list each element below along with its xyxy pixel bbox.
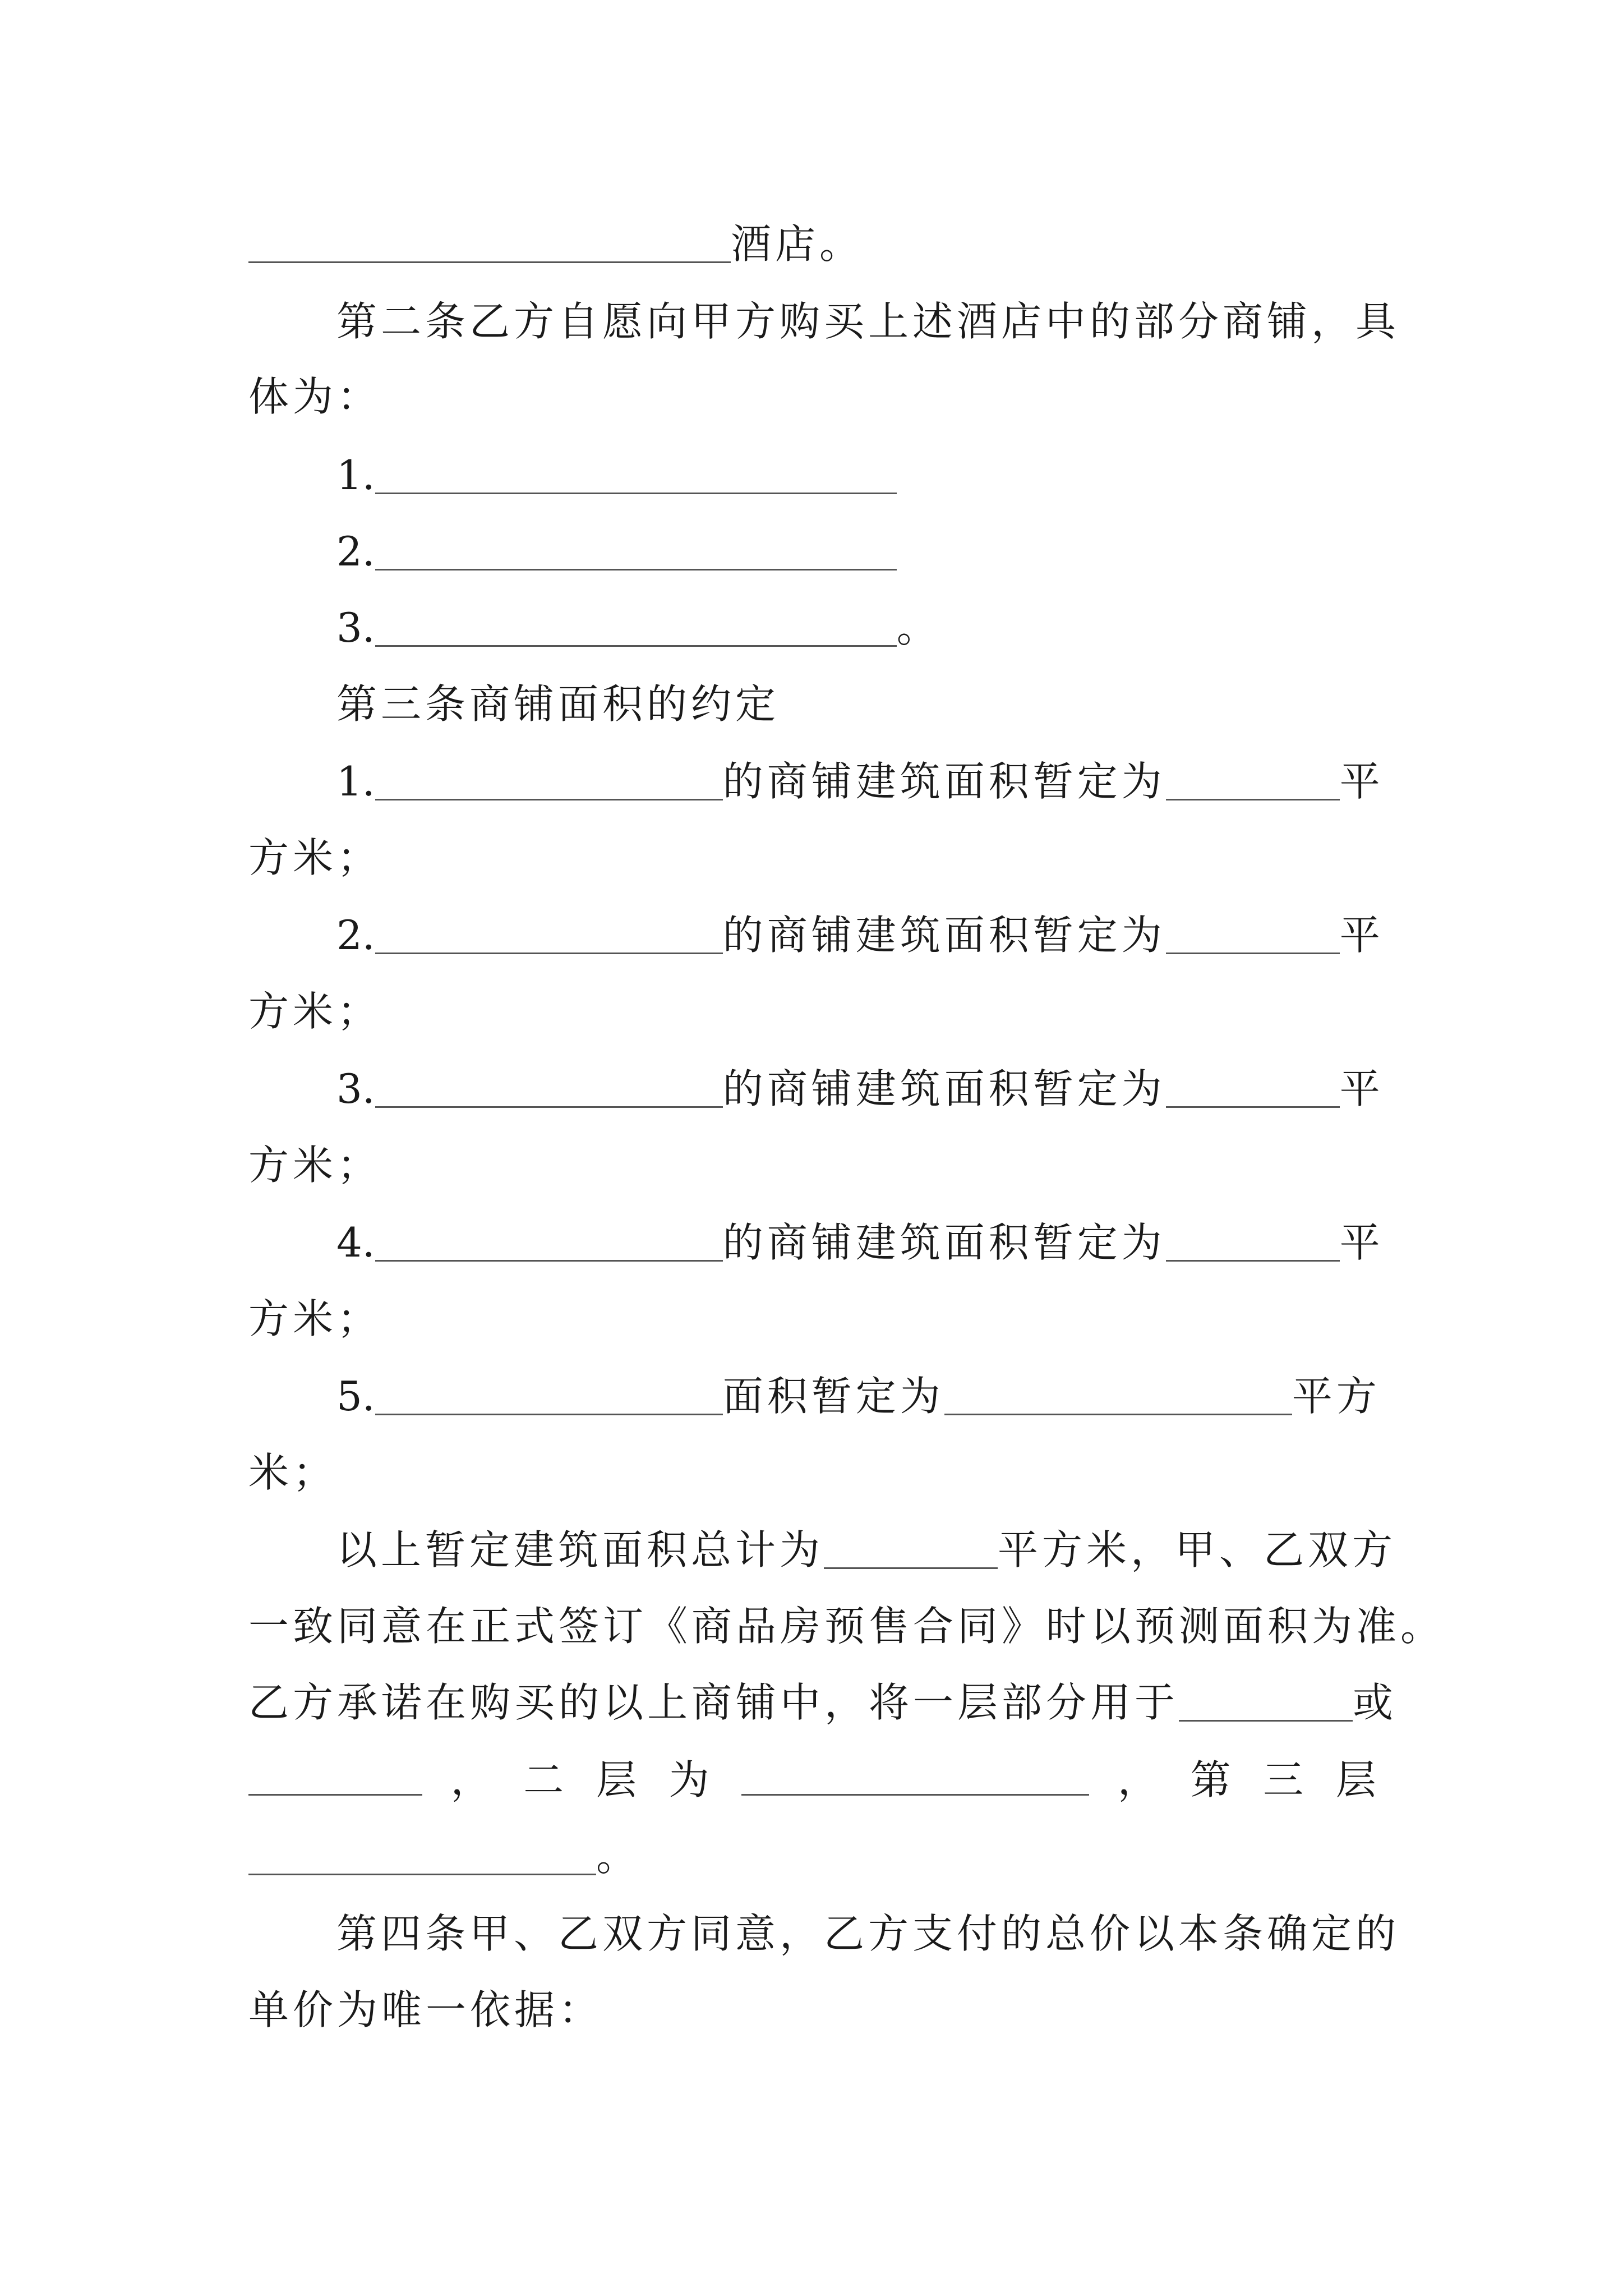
summary-line-4: ， 二 层 为 ， 第 三 层: [248, 1749, 1380, 1811]
article-2-line-2: 体为：: [248, 373, 382, 420]
floor1-alt-use-blank: [248, 1767, 422, 1796]
area-item-3-cont: 方米；: [248, 1142, 382, 1189]
area-value-blank-4: [1166, 1233, 1340, 1262]
shop-blank-1: [375, 466, 897, 494]
summary-line-1: 以上暂定建筑面积总计为 平方米，甲、乙双方: [336, 1526, 1397, 1573]
area-value-blank-5: [944, 1387, 1292, 1415]
area-item-2-cont: 方米；: [248, 988, 382, 1035]
area-item-5-cont: 米；: [248, 1449, 338, 1496]
floor3-use-blank: [248, 1847, 596, 1875]
area-shop-blank-1: [375, 772, 723, 800]
shop-blank-3: [375, 618, 897, 647]
floor1-use-blank: [1179, 1693, 1353, 1722]
area-item-5: 5. 面积暂定为 平方: [336, 1373, 1381, 1420]
floor2-use-blank: [741, 1767, 1089, 1796]
area-item-4-cont: 方米；: [248, 1295, 382, 1342]
area-item-4: 4. 的商铺建筑面积暂定为 平: [336, 1219, 1384, 1266]
area-shop-blank-4: [375, 1233, 723, 1262]
summary-line-2: 一致同意在正式签订《商品房预售合同》时以预测面积为准。: [248, 1603, 1445, 1650]
article-4-line-1: 第四条甲、乙双方同意，乙方支付的总价以本条确定的: [336, 1910, 1400, 1957]
area-value-blank-3: [1166, 1079, 1340, 1108]
shop-item-2: 2.: [336, 521, 1380, 582]
area-shop-blank-5: [375, 1387, 723, 1415]
area-item-2: 2. 的商铺建筑面积暂定为 平: [336, 912, 1384, 959]
summary-line-3: 乙方承诺在购买的以上商铺中，将一层部分用于 或: [248, 1679, 1398, 1726]
hotel-name-line: 酒店。: [248, 213, 1380, 275]
area-item-3: 3. 的商铺建筑面积暂定为 平: [336, 1065, 1384, 1112]
total-area-blank: [824, 1540, 998, 1569]
summary-line-5: 。: [248, 1825, 1380, 1887]
shop-blank-2: [375, 542, 897, 570]
area-item-1-cont: 方米；: [248, 834, 382, 881]
shop-item-3: 3. 。: [336, 604, 941, 651]
area-shop-blank-3: [375, 1079, 723, 1108]
area-item-1: 1. 的商铺建筑面积暂定为 平: [336, 758, 1384, 805]
article-2-line-1: 第二条乙方自愿向甲方购买上述酒店中的部分商铺，具: [336, 298, 1400, 345]
area-value-blank-1: [1166, 772, 1340, 800]
article-3-title: 第三条商铺面积的约定: [336, 680, 780, 728]
hotel-name-blank: [248, 234, 731, 263]
shop-item-1: 1.: [336, 444, 1380, 506]
area-shop-blank-2: [375, 926, 723, 954]
area-value-blank-2: [1166, 926, 1340, 954]
article-4-line-2: 单价为唯一依据：: [248, 1986, 603, 2033]
